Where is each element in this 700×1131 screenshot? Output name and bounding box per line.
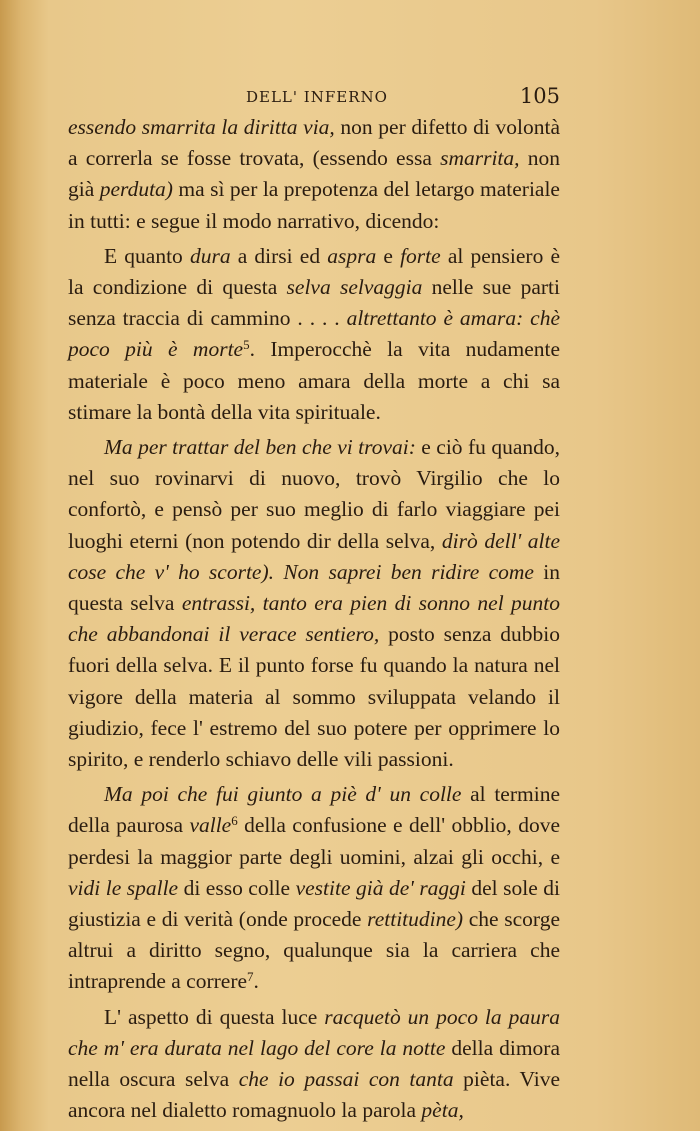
text-run: posto senza dubbio fuori della selva. E il punto forse fu quando la natura nel vigore della materia al sommo sviluppata velando il giudizio, fece l' estremo del suo potere per opprimere lo spirito, e renderlo schiavo delle vili passioni.	[68, 622, 561, 772]
text-run: non già	[68, 146, 560, 202]
italic-text: Ma per trattar del ben che vi trovai:	[104, 435, 416, 460]
italic-text: pèta,	[421, 1098, 464, 1123]
text-run: e ciò fu quando, nel suo rovinarvi di nuovo, trovò Virgilio che lo confortò, e pensò per suo meglio di farlo viaggiare pei luoghi eterni (non potendo dir della selva,	[68, 435, 560, 553]
text-run: che scorge altrui a diritto segno, qualunque sia la carriera che intraprende a correre	[68, 907, 561, 994]
text-run: in questa selva	[68, 559, 560, 616]
text-run: L' aspetto di questa luce	[104, 1004, 325, 1029]
text-run: del sole di giustizia e di verità (onde procede	[68, 875, 560, 932]
text-run: E quanto	[104, 243, 190, 268]
paragraph	[68, 779, 560, 997]
paragraph	[68, 241, 560, 428]
text-run: di esso colle	[178, 875, 296, 900]
body-text	[68, 112, 560, 1131]
italic-text: dura	[189, 243, 231, 268]
italic-text: entrassi, tanto era pien di sonno nel punto che abbandonai il verace sentiero,	[68, 591, 560, 647]
running-head: DELL' INFERNO	[246, 88, 388, 106]
italic-text: rettitudine)	[367, 907, 464, 932]
text-run: .	[253, 969, 259, 994]
text-run: a dirsi ed	[230, 243, 328, 268]
italic-text: dirò dell' alte cose che v' ho scorte). Non saprei ben ridire come	[68, 528, 561, 584]
italic-text: racquetò un poco la paura che m' era durata nel lago del core la notte	[68, 1004, 560, 1060]
italic-text: valle	[189, 813, 232, 838]
text-run: della dimora nella oscura selva	[68, 1035, 560, 1092]
footnote-ref: 5	[243, 337, 250, 353]
italic-text: Ma poi che fui giunto a piè d' un colle	[104, 782, 462, 807]
italic-text: smarrita,	[440, 146, 520, 171]
paragraph	[68, 1002, 560, 1127]
text-run: ma sì per la prepotenza del letargo materiale in tutti: e segue il modo narrativo, dicendo:	[68, 177, 560, 233]
page-header	[70, 86, 558, 110]
paragraph	[68, 432, 560, 775]
text-run: e	[376, 243, 401, 268]
paragraph	[68, 112, 560, 237]
italic-text: essendo smarrita la diritta via,	[68, 115, 335, 139]
text-run: della confusione e dell' obblio, dove perdesi la maggior parte degli uomini, alzai gli occhi, e	[68, 813, 560, 869]
text-run: pièta. Vive ancora nel dialetto romagnuolo la parola	[68, 1067, 560, 1123]
text-run: al pensiero è la condizione di questa	[68, 243, 561, 300]
italic-text: altrettanto è amara: chè poco più è morte	[68, 306, 560, 362]
text-run: non per difetto di volontà a correrla se fosse trovata, (essendo essa	[68, 115, 560, 171]
text-run: al termine della paurosa	[68, 782, 560, 838]
italic-text: forte	[400, 243, 441, 268]
italic-text: perduta)	[99, 177, 173, 202]
footnote-ref: 7	[247, 969, 254, 985]
page-number: 105	[519, 84, 560, 108]
footnote-ref: 6	[231, 813, 238, 829]
italic-text: che io passai con tanta	[238, 1067, 454, 1092]
italic-text: vestite già de' raggi	[295, 875, 466, 900]
italic-text: aspra	[327, 243, 377, 268]
italic-text: selva selvaggia	[286, 275, 423, 300]
text-run: . Imperocchè la vita nudamente materiale è poco meno amara della morte a chi sa stimare la bontà della vita spirituale.	[68, 337, 561, 424]
text-run: nelle sue parti senza traccia di cammino . . . .	[68, 275, 560, 331]
italic-text: vidi le spalle	[68, 875, 179, 900]
